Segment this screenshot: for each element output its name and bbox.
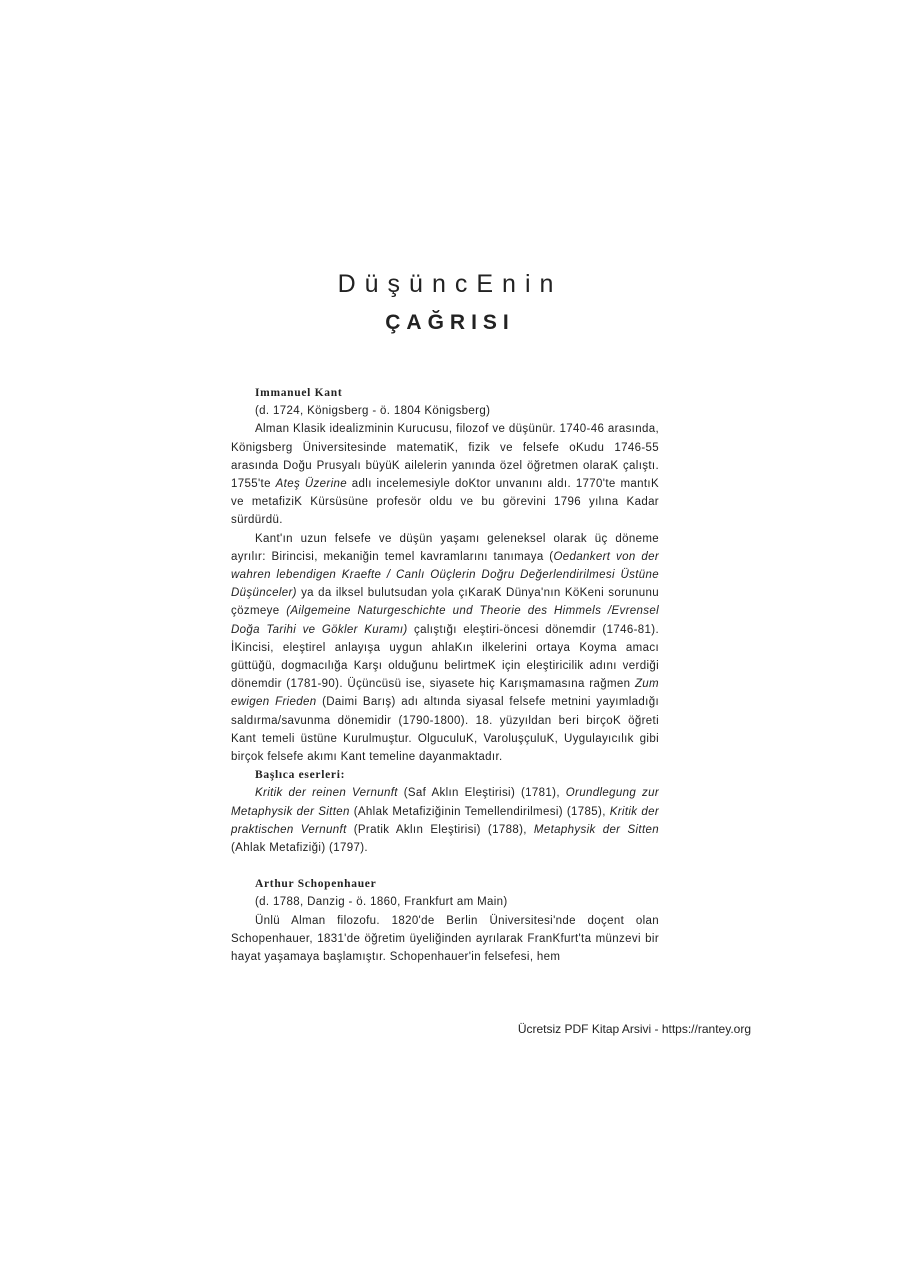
text-run: (Ahlak Metafiziğinin Temellendirilmesi) (1785), [349, 805, 610, 818]
text-run: Alman Klasik idealizminin Kurucusu, filozof ve düşünür. 1740-46 arasında, Königsberg Üniversitesinde matematiK, fizik ve felsefe oKudu 1746-55 arasında Doğu Prusyalı büyüK ailelerin yanında özel öğretmen olaraK çalıştı. 1755'te [231, 423, 659, 491]
italic-run: Oedankert von der wahren lebendigen Kraefte / Canlı Oüçlerin Doğru Değerlendirilmesi Üstüne Düşünceler) [231, 550, 660, 600]
text-run: adlı incelemesiyle doKtor unvanını aldı. 1770'te mantıK ve metafiziK Kürsüsüne profesör oldu ve bu görevini 1796 yılına Kadar sürdürdü. [231, 478, 659, 527]
page-title: DüşüncEnin [337, 270, 563, 298]
text-run: ya da ilksel bulutsudan yola çıKaraK Dünya'nın KöKeni sorununu çözmeye [231, 587, 659, 618]
text-run: Kant'ın uzun felsefe ve düşün yaşamı geleneksel olarak üç döneme ayrılır: Birincisi, mekaniğin temel kavramlarını tanımaya ( [231, 532, 659, 563]
kant-dates: (d. 1724, Königsberg - ö. 1804 Königsberg) [255, 405, 491, 418]
text-run: çalıştığı eleştiri-öncesi dönemdir (1746-81). İKincisi, eleştirel anlayışa uygun ahlaKın ilkelerini ortaya Koyma amacı güttüğü, dogmacılığa Karşı olduğunu belirtmeK için eleştiricilik adını verdiği dönemdir (1781-90). Üçüncüsü ise, siyasete hiç Karışmamasına rağmen [231, 623, 659, 691]
kant-heading: Immanuel Kant [255, 387, 343, 399]
italic-run: Kritik der reinen Vernunft [255, 787, 398, 800]
schopenhauer-heading: Arthur Schopenhauer [255, 878, 377, 891]
text-run: (Saf Aklın Eleştirisi) (1781), [397, 787, 566, 800]
italic-run: Kritik der praktischen Vernunft [231, 805, 659, 836]
kant-paragraph-2 [231, 530, 659, 767]
kant-works-list [231, 784, 659, 857]
section-gap [231, 857, 659, 875]
text-run: (Ahlak Metafiziği) (1797). [231, 842, 368, 855]
italic-run: Orundlegung zur Metaphysik der Sitten [231, 787, 660, 818]
title-block [0, 270, 900, 335]
kant-works-heading: Başlıca eserleri: [255, 769, 346, 782]
text-run: (Daimi Barış) adı altında siyasal felsefe metnini yayımladığı saldırma/savunma dönemidir (1790-1800). 18. yüzyıldan beri birçoK öğreti Kant temeli üstüne Kurulmuştur. OlguculuK, VaroluşçuluK, Uygulayıcılık gibi birçok felsefe akımı Kant temeline dayanmaktadır. [231, 696, 660, 764]
italic-run: (Ailgemeine Naturgeschichte und Theorie des Himmels /Evrensel Doğa Tarihi ve Gökler Kuramı) [231, 605, 659, 636]
kant-paragraph-1 [231, 420, 659, 529]
schopenhauer-dates: (d. 1788, Danzig - ö. 1860, Frankfurt am Main) [255, 896, 508, 909]
text-run: (Pratik Aklın Eleştirisi) (1788), [346, 823, 534, 836]
footer-watermark: Ücretsiz PDF Kitap Arsivi - https://rantey.org [517, 1022, 751, 1036]
italic-run: Zum ewigen Frieden [231, 678, 659, 709]
page-subtitle: ÇAĞRISI [385, 311, 515, 334]
schopenhauer-paragraph-1 [231, 912, 659, 967]
italic-run: Metaphysik der Sitten [533, 823, 659, 836]
body-text [231, 384, 659, 966]
text-run: Ünlü Alman filozofu. 1820'de Berlin Üniversitesi'nde doçent olan Schopenhauer, 1831'de öğretim üyeliğinden ayrılarak FranKfurt'ta münzevi bir hayat yaşamaya başlamıştır. Schopenhauer'in felsefesi, hem [231, 914, 659, 964]
italic-run: Ateş Üzerine [275, 478, 347, 491]
